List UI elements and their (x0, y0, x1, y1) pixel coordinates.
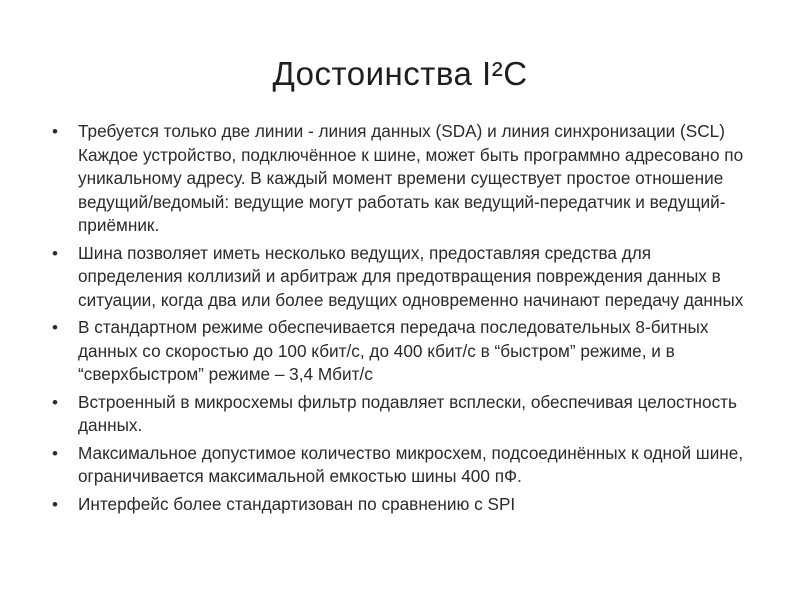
bullet-text: Интерфейс более стандартизован по сравнению с SPI (78, 493, 516, 514)
bullet-dot-icon: • (52, 122, 58, 141)
bullet-item (52, 120, 752, 238)
bullet-dot-icon: • (52, 443, 58, 463)
bullet-item (52, 391, 752, 438)
bullet-dot-icon: • (52, 494, 58, 514)
bullet-list (52, 120, 752, 520)
bullet-item (52, 242, 752, 313)
bullet-dot-icon: • (52, 392, 58, 412)
bullet-text: Требуется только две линии - линия данных (SDA) и линия синхронизации (SCL) Каждое устройство, подключённое к шине, может быть программно адресовано по уникальному адресу. В каждый момент времени существует простое отношение ведущий/ведомый: ведущие могут работать как ведущий-передатчик и ведущий-приёмник. (78, 121, 744, 235)
bullet-item (52, 316, 752, 387)
bullet-text: Шина позволяет иметь несколько ведущих, предоставляя средства для определения коллизий и арбитраж для предотвращения повреждения данных в ситуации, когда два или более ведущих одновременно начинают передачу данных (78, 242, 744, 310)
bullet-item (52, 493, 752, 517)
bullet-dot-icon: • (52, 243, 58, 263)
bullet-item (52, 442, 752, 489)
bullet-text: Максимальное допустимое количество микросхем, подсоединённых к одной шине, ограничивается максимальной емкостью шины 400 пФ. (78, 442, 744, 486)
bullet-text: Встроенный в микросхемы фильтр подавляет всплески, обеспечивая целостность данных. (78, 391, 737, 435)
slide-title: Достоинства I²C (272, 55, 528, 92)
bullet-dot-icon: • (52, 318, 58, 337)
bullet-text: В стандартном режиме обеспечивается передача последовательных 8-битных данных со скоростью до 100 кбит/с, до 400 кбит/с в “быстром” режиме, и в “сверхбыстром” режиме – 3,4 Мбит/с (78, 317, 709, 384)
